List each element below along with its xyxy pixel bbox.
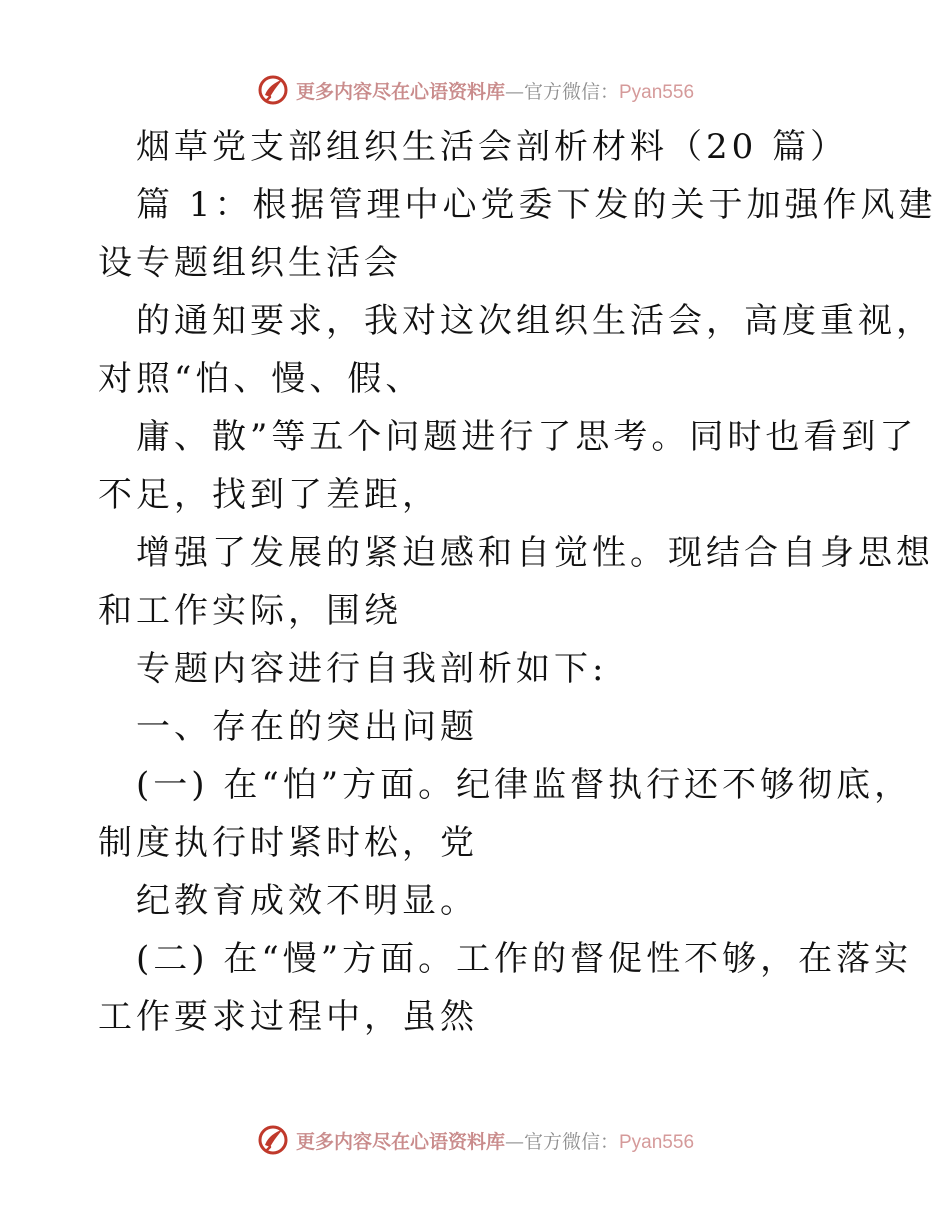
document-line: (一) 在“怕”方面。纪律监督执行还不够彻底， [136, 765, 913, 805]
footer-banner-part1: 更多内容尽在心语资料库 [295, 1130, 505, 1153]
document-line: (二) 在“慢”方面。工作的督促性不够，在落实 [136, 939, 913, 979]
document-line: 工作要求过程中，虽然 [98, 997, 478, 1037]
footer-banner-part2: 官方微信： [523, 1130, 619, 1153]
library-logo-icon [256, 73, 290, 107]
document-line: 篇 1：根据管理中心党委下发的关于加强作风建 [136, 185, 937, 225]
footer-banner-inner [256, 1123, 694, 1157]
footer-banner-wechat: Pyan556 [619, 1131, 695, 1153]
header-banner-dash: — [504, 80, 524, 103]
header-banner [0, 70, 950, 110]
document-body [98, 118, 937, 1046]
library-logo-icon [256, 1123, 290, 1157]
document-title: 烟草党支部组织生活会剖析材料（20 篇） [136, 127, 849, 167]
header-banner-text [296, 77, 694, 104]
document-line: 对照“怕、慢、假、 [98, 359, 424, 399]
document-line: 制度执行时紧时松，党 [98, 823, 478, 863]
document-line: 设专题组织生活会 [98, 243, 402, 283]
document-line: 不足，找到了差距， [98, 475, 440, 515]
section-heading: 一、存在的突出问题 [136, 707, 478, 747]
header-banner-wechat: Pyan556 [619, 81, 695, 103]
header-banner-inner [256, 73, 694, 107]
document-line: 庸、散”等五个问题进行了思考。同时也看到了 [136, 417, 918, 457]
document-line: 和工作实际，围绕 [98, 591, 402, 631]
footer-banner [0, 1120, 950, 1160]
header-banner-part1: 更多内容尽在心语资料库 [295, 80, 505, 103]
document-line: 纪教育成效不明显。 [136, 881, 478, 921]
document-line: 的通知要求，我对这次组织生活会，高度重视， [136, 301, 934, 341]
footer-banner-dash: — [504, 1130, 524, 1153]
header-banner-part2: 官方微信： [523, 80, 619, 103]
document-line: 专题内容进行自我剖析如下: [136, 649, 608, 689]
footer-banner-text [296, 1127, 694, 1154]
document-line: 增强了发展的紧迫感和自觉性。现结合自身思想 [136, 533, 934, 573]
